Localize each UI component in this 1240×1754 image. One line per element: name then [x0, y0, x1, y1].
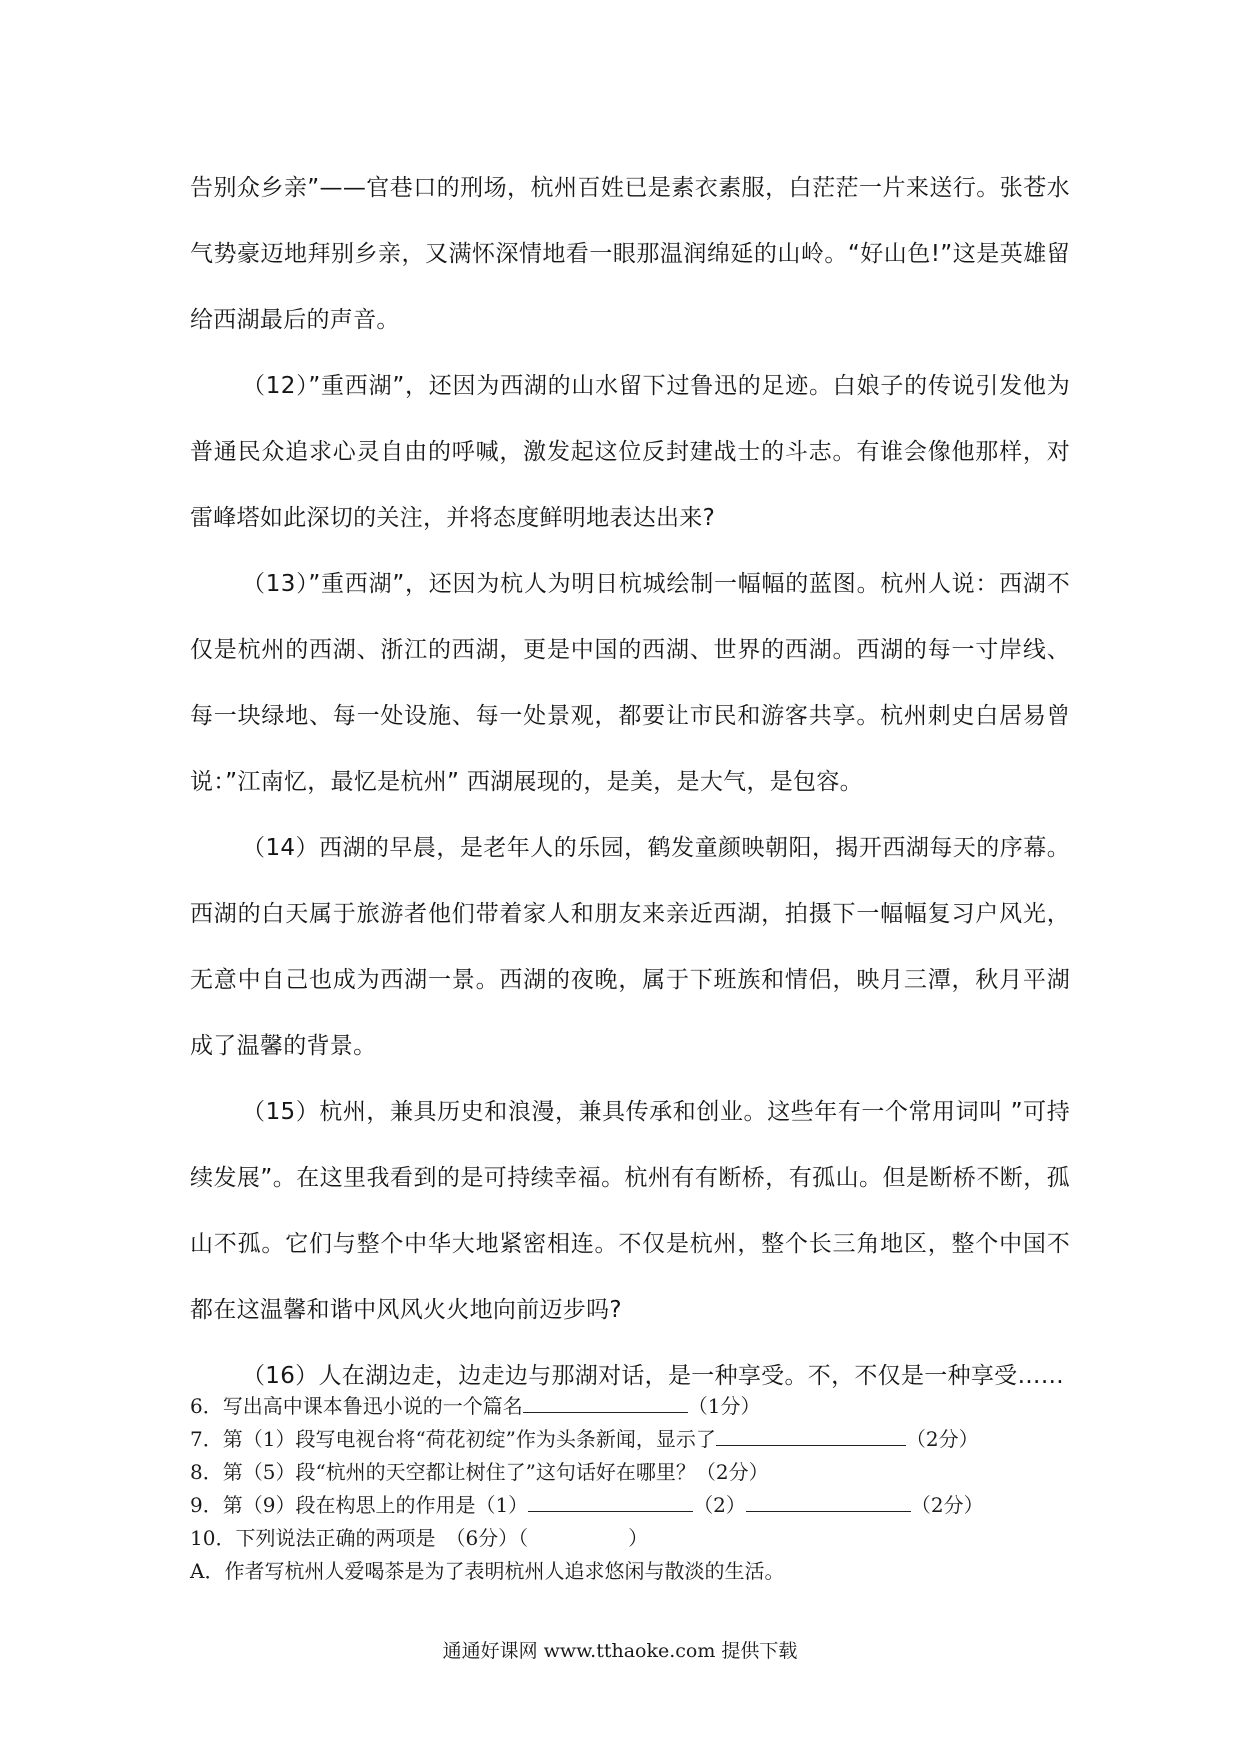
- question-list: [190, 1390, 1070, 1588]
- page-footer: 通通好课网 www.tthaoke.com 提供下载: [442, 1640, 798, 1662]
- question-8: 8．第（5）段“杭州的天空都让树住了”这句话好在哪里？（2分）: [190, 1460, 769, 1484]
- essay-paragraph-12: （12）”重西湖”，还因为西湖的山水留下过鲁迅的足迹。白娘子的传说引发他为普通民众追求心灵自由的呼喊，激发起这位反封建战士的斗志。有谁会像他那样，对雷峰塔如此深切的关注，并将态度鲜明地表达出来?: [190, 373, 1070, 531]
- answer-blank[interactable]: [716, 1423, 906, 1446]
- essay-body: [190, 155, 1070, 1409]
- option-a: A．作者写杭州人爱喝茶是为了表明杭州人追求悠闲与散淡的生活。: [190, 1559, 785, 1583]
- answer-blank[interactable]: [746, 1489, 911, 1512]
- essay-paragraph-continued: 告别众乡亲”——官巷口的刑场，杭州百姓已是素衣素服，白茫茫一片来送行。张苍水气势豪迈地拜别乡亲，又满怀深情地看一眼那温润绵延的山岭。“好山色!”这是英雄留给西湖最后的声音。: [190, 175, 1070, 333]
- question-6-text: 6．写出高中课本鲁迅小说的一个篇名: [190, 1394, 523, 1418]
- question-7-text: 7．第（1）段写电视台将“荷花初绽”作为头条新闻，显示了: [190, 1427, 716, 1451]
- question-6-score: （1分）: [687, 1394, 761, 1418]
- essay-paragraph-15: （15）杭州，兼具历史和浪漫，兼具传承和创业。这些年有一个常用词叫 ”可持续发展”。在这里我看到的是可持续幸福。杭州有有断桥，有孤山。但是断桥不断，孤山不孤。它们与整个中华大地紧密相连。不仅是杭州，整个长三角地区，整个中国不都在这温馨和谐中风风火火地向前迈步吗?: [190, 1099, 1070, 1323]
- question-6: [190, 1390, 1070, 1423]
- question-7-score: （2分）: [905, 1427, 979, 1451]
- essay-paragraph-16: （16）人在湖边走，边走边与那湖对话，是一种享受。不，不仅是一种享受……: [242, 1363, 1065, 1389]
- essay-paragraph-13: （13）”重西湖”，还因为杭人为明日杭城绘制一幅幅的蓝图。杭州人说：西湖不仅是杭州的西湖、浙江的西湖，更是中国的西湖、世界的西湖。西湖的每一寸岸线、每一块绿地、每一处设施、每一处景观，都要让市民和游客共享。杭州刺史白居易曾说：”江南忆，最忆是杭州” 西湖展现的，是美，是大气，是包容。: [190, 571, 1070, 795]
- question-7: [190, 1423, 1070, 1456]
- question-9-text: 9．第（9）段在构思上的作用是（1）: [190, 1493, 529, 1517]
- answer-blank[interactable]: [523, 1390, 688, 1413]
- question-9-part2: （2）: [693, 1493, 746, 1517]
- question-9-score: （2分）: [910, 1493, 984, 1517]
- question-10: 10．下列说法正确的两项是 （6分）（ ）: [190, 1526, 649, 1550]
- question-9: [190, 1489, 1070, 1522]
- essay-paragraph-14: （14）西湖的早晨，是老年人的乐园，鹤发童颜映朝阳，揭开西湖每天的序幕。西湖的白天属于旅游者他们带着家人和朋友来亲近西湖，拍摄下一幅幅复习户风光，无意中自己也成为西湖一景。西湖的夜晚，属于下班族和情侣，映月三潭，秋月平湖成了温馨的背景。: [190, 835, 1070, 1059]
- answer-blank[interactable]: [528, 1489, 693, 1512]
